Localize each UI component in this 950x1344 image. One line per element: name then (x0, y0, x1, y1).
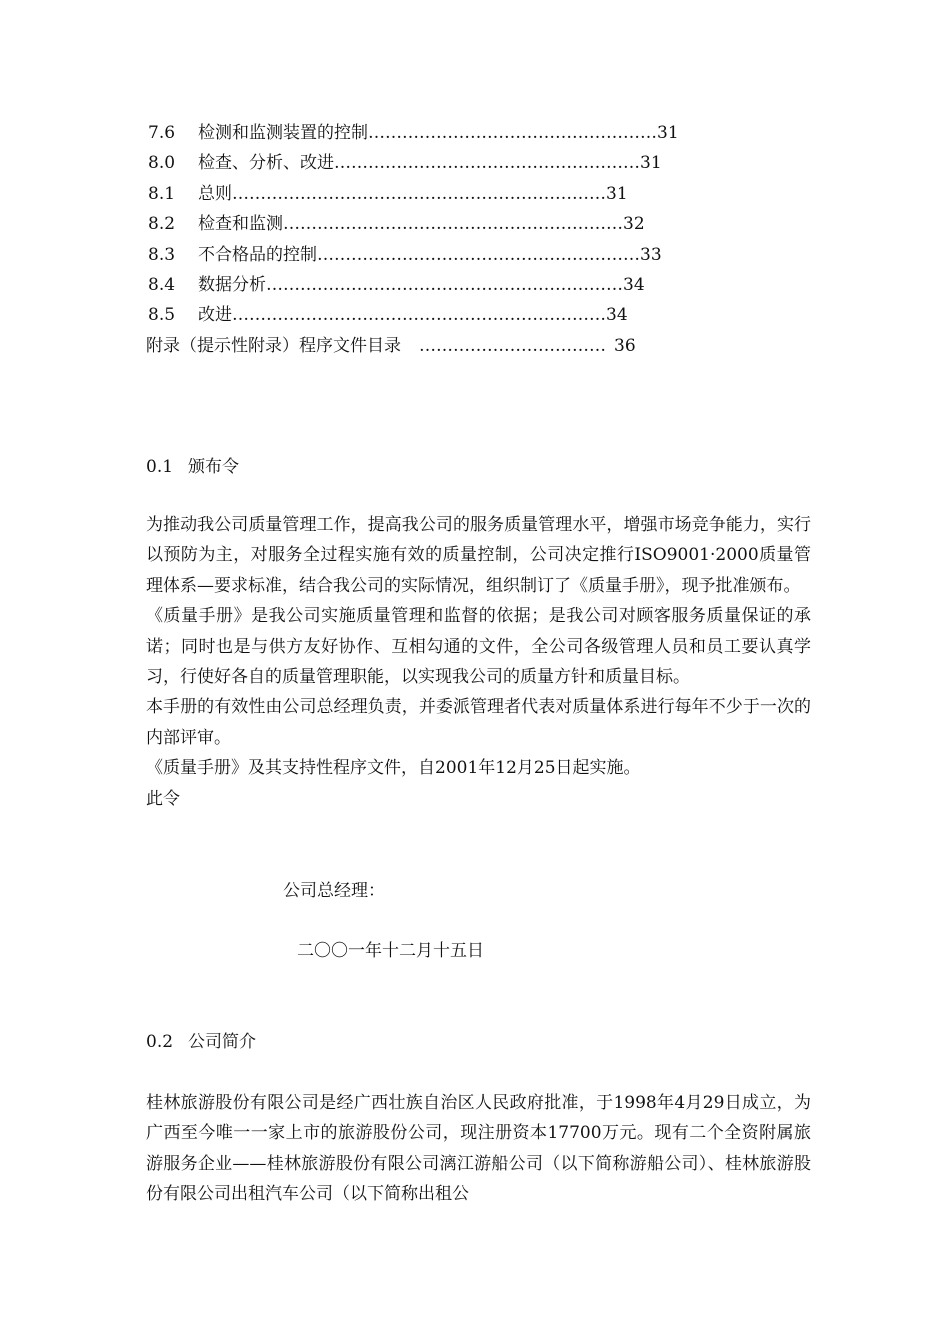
decree-heading-title: 颁布令 (188, 457, 239, 477)
toc-entry-title: 检查、分析、改进 (198, 153, 334, 174)
profile-heading-number: 0.2 (146, 1032, 174, 1052)
toc-entry-page: 32 (623, 214, 645, 235)
profile-body (146, 1088, 811, 1210)
toc-entry-page: 34 (606, 305, 628, 326)
table-of-contents (146, 118, 726, 361)
general-manager-signature-label: 公司总经理： (283, 881, 385, 901)
decree-date: 二〇〇一年十二月十五日 (297, 941, 484, 961)
toc-entry-leader: ……………………………………………… (334, 153, 640, 174)
toc-entry (146, 240, 726, 270)
toc-appendix-page: 36 (614, 335, 636, 356)
toc-entry-number: 8.0 (148, 153, 176, 174)
decree-paragraph: 本手册的有效性由公司总经理负责，并委派管理者代表对质量体系进行每年不少于一次的内部评审。 (146, 697, 811, 748)
toc-entry (146, 300, 726, 330)
decree-body (146, 510, 811, 814)
decree-paragraph: 《质量手册》及其支持性程序文件，自2001年12月25日起实施。 (146, 758, 641, 779)
toc-entry-leader: …………………………………………………… (283, 214, 623, 235)
toc-appendix-title: 附录（提示性附录）程序文件目录 (146, 335, 401, 356)
toc-entry-number: 7.6 (148, 123, 176, 143)
toc-entry-page: 31 (657, 123, 679, 143)
toc-appendix-entry (146, 331, 726, 361)
toc-entry-title: 不合格品的控制 (198, 244, 317, 265)
profile-paragraph: 桂林旅游股份有限公司是经广西壮族自治区人民政府批准，于1998年4月29日成立，为广西至今唯一一家上市的旅游股份公司，现注册资本17700万元。现有二个全资附属旅游服务企业——桂林旅游股份有限公司漓江游船公司（以下简称游船公司）、桂林旅游股份有限公司出租汽车公司（以下简称出租公 (146, 1093, 811, 1205)
toc-entry-title: 检测和监测装置的控制 (198, 123, 368, 143)
toc-entry (146, 118, 726, 148)
toc-entry-number: 8.3 (148, 244, 176, 265)
toc-entry-leader: ………………………………………………………… (232, 183, 606, 204)
toc-entry (146, 209, 726, 239)
toc-entry-title: 总则 (198, 183, 232, 204)
toc-entry-leader: ………………………………………………… (317, 244, 640, 265)
toc-entry-number: 8.2 (148, 214, 176, 235)
toc-appendix-leader: …………………………… (419, 335, 606, 356)
toc-entry-page: 34 (623, 274, 645, 295)
toc-entry-page: 31 (606, 183, 628, 204)
profile-heading (146, 1027, 256, 1057)
toc-entry-page: 33 (640, 244, 662, 265)
profile-heading-title: 公司简介 (188, 1032, 256, 1052)
toc-entry-title: 数据分析 (198, 274, 266, 295)
decree-heading (146, 452, 239, 482)
toc-entry-leader: …………………………………………… (368, 123, 657, 143)
toc-entry-leader: ……………………………………………………… (266, 274, 623, 295)
toc-entry-number: 8.5 (148, 305, 176, 326)
decree-paragraph: 《质量手册》是我公司实施质量管理和监督的依据；是我公司对顾客服务质量保证的承诺；同时也是与供方友好协作、互相勾通的文件，全公司各级管理人员和员工要认真学习，行使好各自的质量管理职能，以实现我公司的质量方针和质量目标。 (146, 606, 811, 688)
toc-entry-page: 31 (640, 153, 662, 174)
decree-paragraph: 为推动我公司质量管理工作，提高我公司的服务质量管理水平，增强市场竞争能力，实行以预防为主，对服务全过程实施有效的质量控制，公司决定推行ISO9001·2000质量管理体系—要求标准，结合我公司的实际情况，组织制订了《质量手册》，现予批准颁布。 (146, 515, 811, 596)
toc-entry (146, 179, 726, 209)
toc-entry (146, 270, 726, 300)
toc-entry-title: 改进 (198, 305, 232, 326)
toc-entry-leader: ………………………………………………………… (232, 305, 606, 326)
decree-heading-number: 0.1 (146, 457, 174, 477)
toc-entry-number: 8.4 (148, 274, 176, 295)
toc-entry-title: 检查和监测 (198, 214, 283, 235)
toc-entry-number: 8.1 (148, 183, 176, 204)
decree-closing: 此令 (146, 788, 180, 809)
toc-entry (146, 148, 726, 178)
